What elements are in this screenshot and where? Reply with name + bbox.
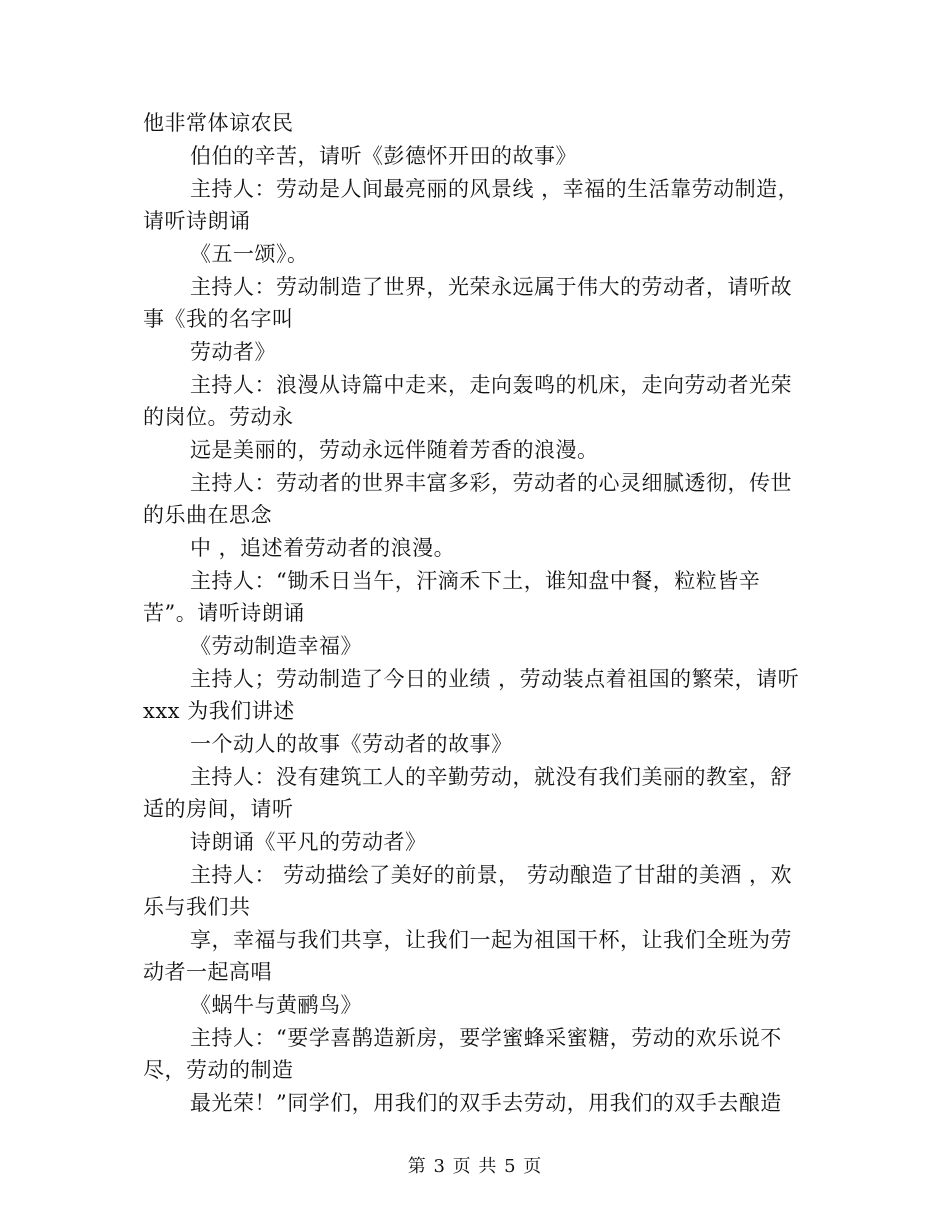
text-line: xxx 为我们讲述	[143, 699, 295, 723]
text-line: 主持人：没有建筑工人的辛勤劳动，就没有我们美丽的教室，舒	[190, 765, 792, 789]
text-line: 《蜗牛与黄鹂鸟》	[190, 993, 362, 1017]
page-number-footer: 第 3 页 共 5 页	[407, 1156, 543, 1177]
text-line: 《劳动制造幸福》	[190, 634, 362, 658]
text-line: 主持人：“要学喜鹊造新房，要学蜜蜂采蜜糖，劳动的欢乐说不	[190, 1026, 782, 1050]
text-line: 最光荣！”同学们，用我们的双手去劳动，用我们的双手去酿造	[190, 1091, 782, 1115]
text-line: 主持人；劳动制造了今日的业绩 ，劳动装点着祖国的繁荣，请听	[190, 667, 800, 691]
text-line: 的乐曲在思念	[143, 503, 272, 527]
text-line: 诗朗诵《平凡的劳动者》	[190, 830, 427, 854]
text-line: 尽，劳动的制造	[143, 1058, 294, 1082]
text-line: 主持人：劳动制造了世界，光荣永远属于伟大的劳动者，请听故	[190, 275, 792, 299]
text-line: 一个动人的故事《劳动者的故事》	[190, 732, 513, 756]
text-line: 主持人：劳动是人间最亮丽的风景线 ，幸福的生活靠劳动制造，	[190, 177, 800, 201]
text-line: 主持人：“锄禾日当午，汗滴禾下土，谁知盘中餐，粒粒皆辛	[190, 569, 761, 593]
text-line: 请听诗朗诵	[143, 209, 251, 233]
text-line: 动者一起高唱	[143, 960, 272, 984]
text-line: 中 ，追述着劳动者的浪漫。	[190, 536, 456, 560]
text-line: 他非常体谅农民	[143, 111, 294, 135]
text-line: 乐与我们共	[143, 895, 251, 919]
text-line: 适的房间，请听	[143, 797, 294, 821]
text-line: 伯伯的辛苦，请听《彭德怀开田的故事》	[190, 144, 577, 168]
text-line: 事《我的名字叫	[143, 307, 294, 331]
text-line: 《五一颂》。	[190, 242, 309, 266]
text-line: 主持人： 劳动描绘了美好的前景， 劳动酿造了甘甜的美酒 ，欢	[190, 863, 793, 887]
text-line: 苦”。请听诗朗诵	[143, 601, 305, 625]
text-line: 远是美丽的，劳动永远伴随着芳香的浪漫。	[190, 438, 599, 462]
text-line: 享，幸福与我们共享，让我们一起为祖国干杯，让我们全班为劳	[190, 928, 792, 952]
text-line: 主持人：劳动者的世界丰富多彩，劳动者的心灵细腻透彻，传世	[190, 471, 792, 495]
text-line: 的岗位。劳动永	[143, 405, 294, 429]
text-line: 劳动者》	[190, 340, 276, 364]
text-line: 主持人：浪漫从诗篇中走来，走向轰鸣的机床，走向劳动者光荣	[190, 373, 792, 397]
